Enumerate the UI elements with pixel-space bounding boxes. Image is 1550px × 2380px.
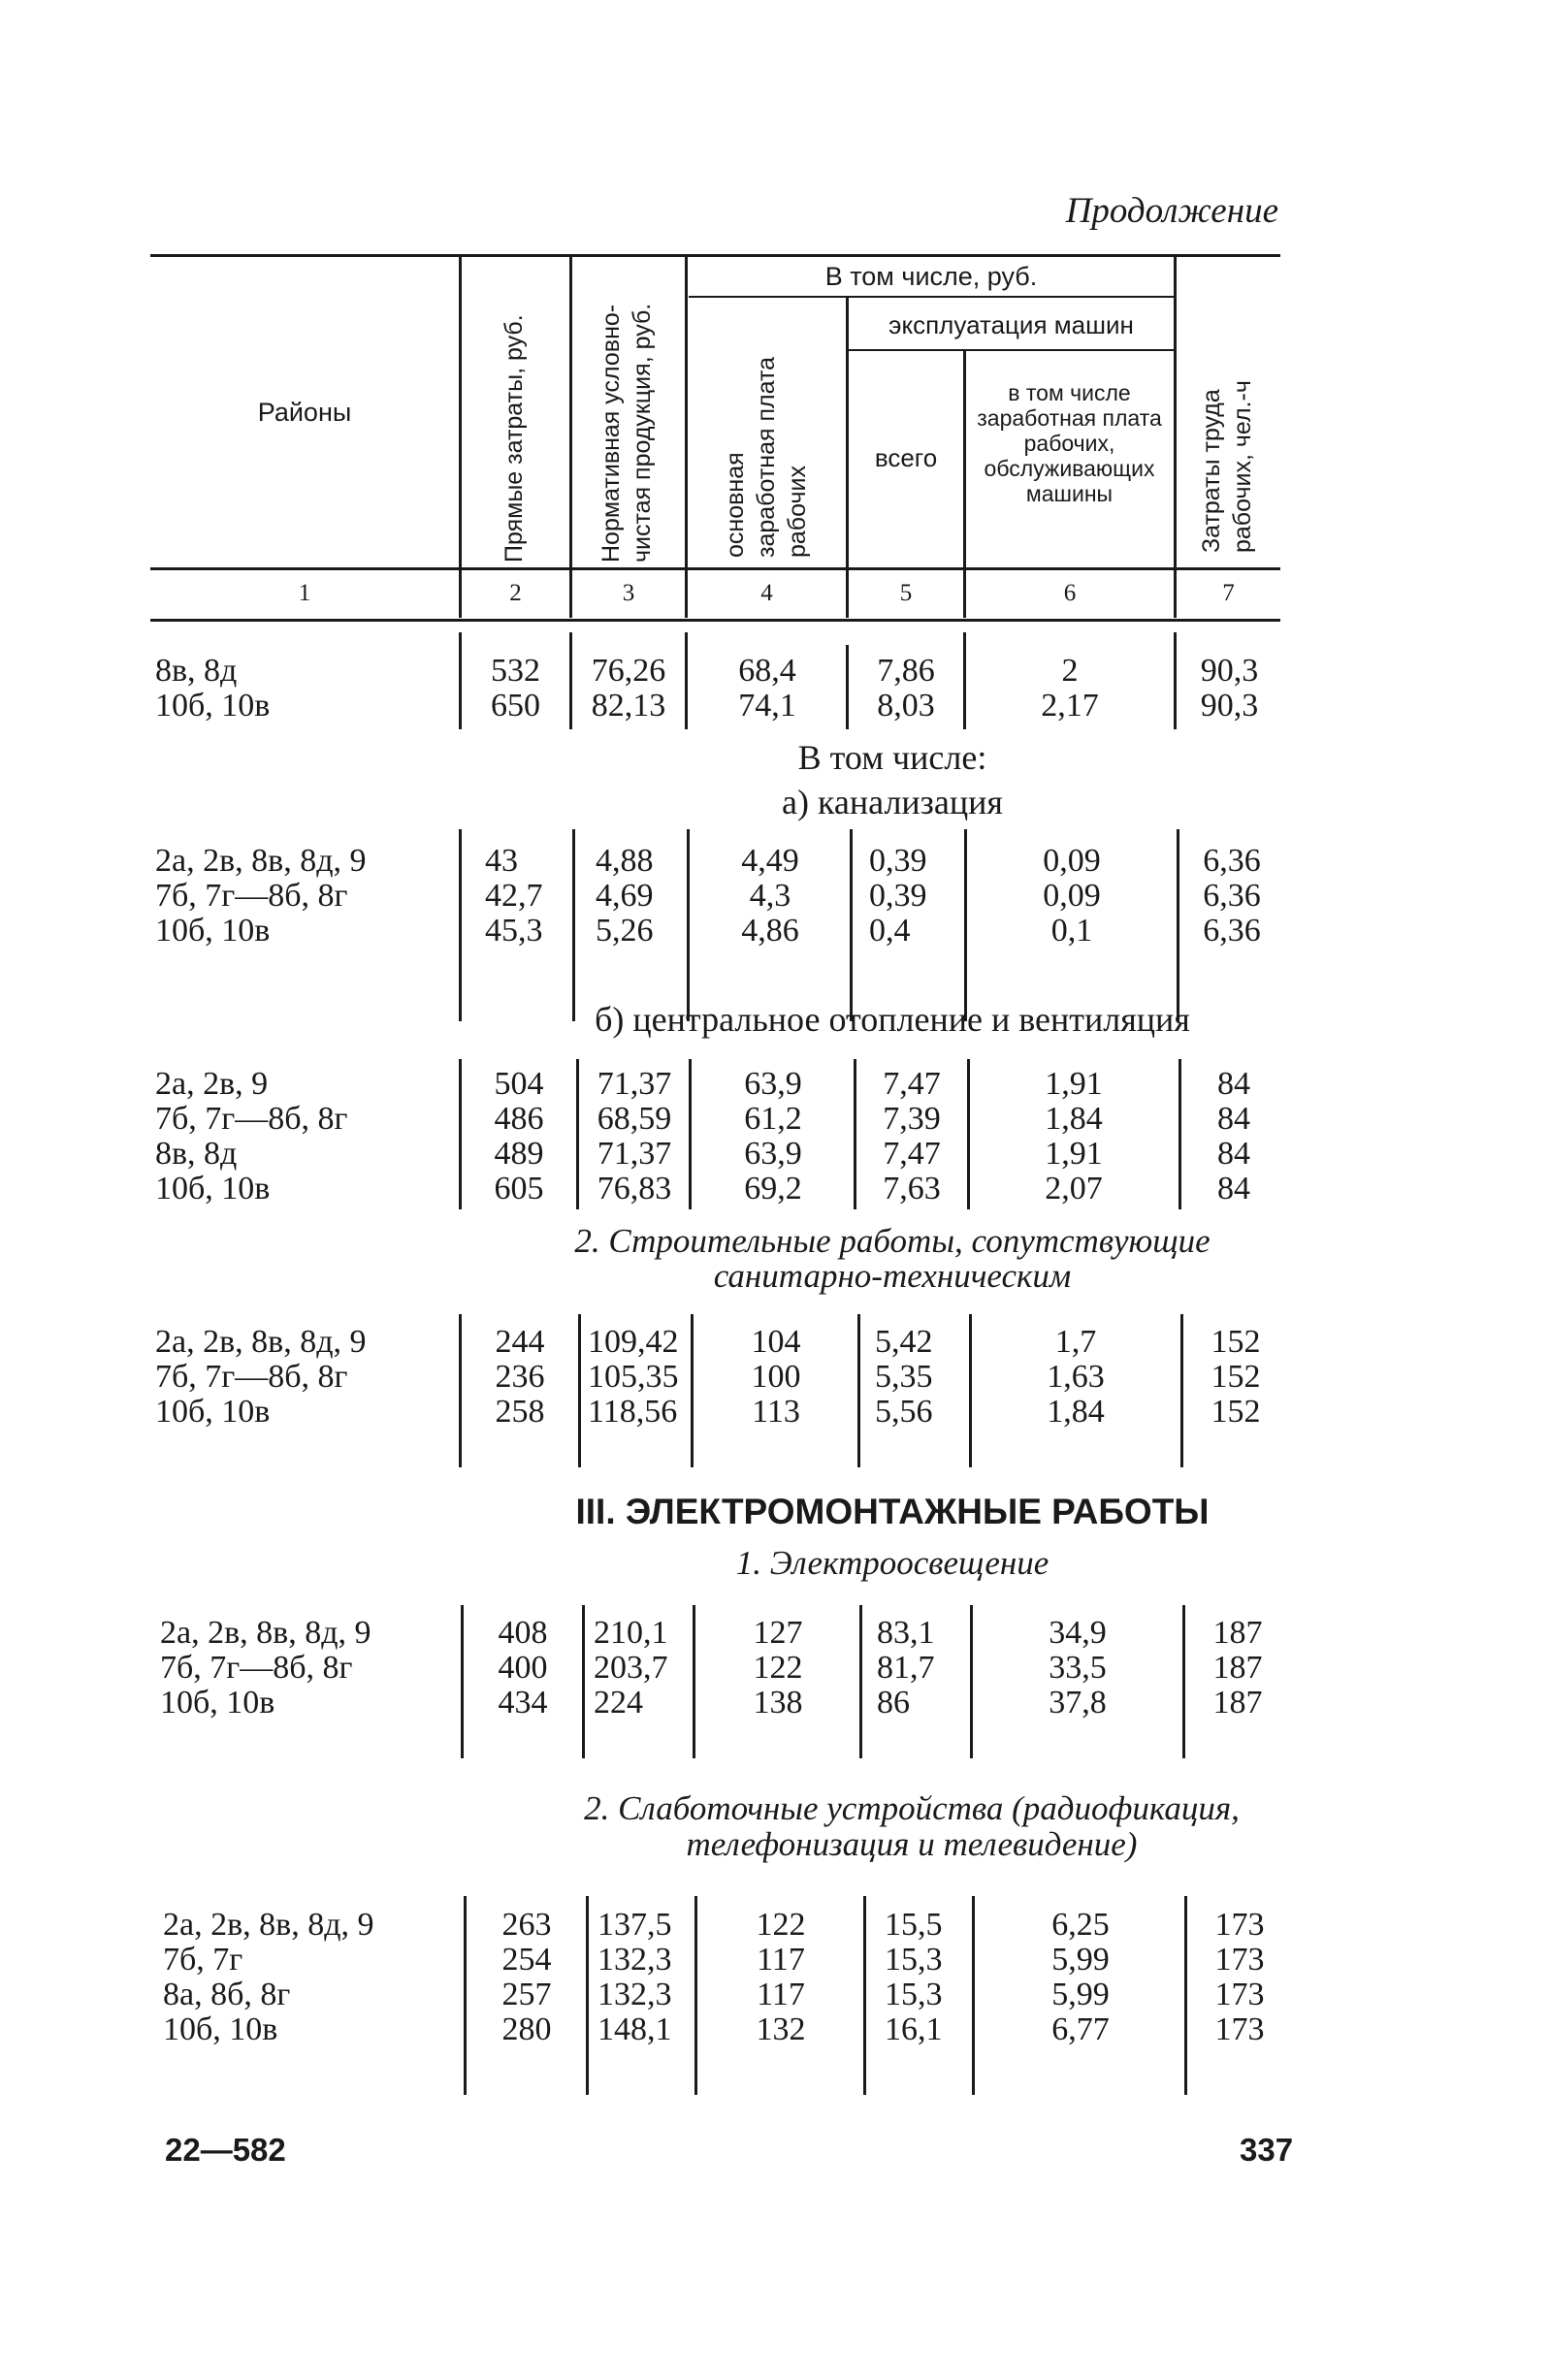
- region-cell: 10б, 10в: [155, 1171, 271, 1206]
- g3-vline-2: [459, 1314, 462, 1467]
- header-col7: [1198, 380, 1256, 553]
- cell-c4: 100: [751, 1359, 801, 1395]
- header-col4-text: основная заработная плата рабочих: [722, 356, 811, 558]
- region-cell: 2а, 2в, 8в, 8д, 9: [155, 843, 367, 879]
- cell-c5: 15,5: [885, 1907, 943, 1943]
- g3-vline-5: [857, 1314, 860, 1467]
- section-title-lowcurrent-2: телефонизация и телевидение): [686, 1825, 1138, 1863]
- cell-c4: 117: [757, 1942, 805, 1978]
- g0-vline-7: [1174, 632, 1177, 729]
- cell-c3: 71,37: [597, 1066, 672, 1102]
- g4-vline-6: [970, 1605, 973, 1758]
- cell-c7: 84: [1217, 1101, 1250, 1137]
- machines-rule: [849, 349, 1175, 351]
- footer-signature: 22—582: [165, 2132, 286, 2168]
- cell-c7: 90,3: [1200, 688, 1259, 724]
- cell-c2: 257: [501, 1977, 552, 2012]
- cell-c4: 122: [753, 1650, 803, 1686]
- cell-c3: 5,26: [596, 913, 654, 949]
- section-title-heating: б) центральное отопление и вентиляция: [595, 1000, 1190, 1039]
- cell-c2: 408: [498, 1615, 548, 1651]
- cell-c7: 187: [1212, 1650, 1263, 1686]
- g2-vline-2: [459, 1059, 462, 1209]
- cell-c6: 34,9: [1049, 1615, 1107, 1651]
- cell-c2: 280: [501, 2011, 552, 2047]
- colnum-7: 7: [1222, 580, 1235, 606]
- cell-c6: 6,77: [1051, 2011, 1110, 2047]
- cell-c4: 127: [753, 1615, 803, 1651]
- cell-c3: 105,35: [588, 1359, 679, 1395]
- cell-c7: 6,36: [1203, 843, 1261, 879]
- colnum-2: 2: [509, 580, 522, 606]
- g2-vline-6: [967, 1059, 970, 1209]
- region-cell: 10б, 10в: [163, 2011, 278, 2047]
- g3-vline-6: [969, 1314, 972, 1467]
- cell-c3: 137,5: [597, 1907, 672, 1943]
- g5-vline-7: [1184, 1896, 1187, 2095]
- g1-vline-7: [1177, 829, 1179, 1021]
- section-title-sub: В том числе:: [797, 738, 987, 777]
- region-cell: 8а, 8б, 8г: [163, 1977, 291, 2012]
- g5-vline-3: [586, 1896, 589, 2095]
- g5-vline-4: [694, 1896, 697, 2095]
- cell-c6: 0,09: [1043, 878, 1101, 914]
- cell-c7: 152: [1211, 1324, 1261, 1360]
- g4-vline-4: [693, 1605, 695, 1758]
- g3-vline-3: [578, 1314, 581, 1467]
- cell-c4: 138: [753, 1685, 803, 1721]
- header-vline-1: [459, 257, 462, 618]
- cell-c4: 104: [751, 1324, 801, 1360]
- cell-c4: 61,2: [744, 1101, 802, 1137]
- g4-vline-3: [582, 1605, 585, 1758]
- cell-c2: 504: [494, 1066, 544, 1102]
- cell-c7: 90,3: [1200, 653, 1259, 689]
- g1-vline-4: [687, 829, 690, 1021]
- region-cell: 7б, 7г: [163, 1942, 243, 1978]
- region-cell: 2а, 2в, 8в, 8д, 9: [163, 1907, 374, 1943]
- cell-c4: 4,3: [749, 878, 791, 914]
- section-title-lowcurrent: 2. Слаботочные устройства (радиофикация,: [584, 1789, 1240, 1827]
- region-cell: 7б, 7г—8б, 8г: [155, 1359, 348, 1395]
- cell-c7: 152: [1211, 1359, 1261, 1395]
- cell-c6: 33,5: [1049, 1650, 1107, 1686]
- cell-c2: 42,7: [485, 878, 543, 914]
- g0-vline-2: [459, 632, 462, 729]
- region-cell: 8в, 8д: [155, 1136, 238, 1172]
- cell-c6: 2,17: [1041, 688, 1099, 724]
- cell-c2: 263: [501, 1907, 552, 1943]
- cell-c6: 0,09: [1043, 843, 1101, 879]
- section-title-lighting: 1. Электроосвещение: [735, 1544, 1049, 1582]
- cell-c6: 1,84: [1045, 1101, 1103, 1137]
- group-rule: [689, 296, 1176, 298]
- cell-c4: 132: [756, 2011, 806, 2047]
- header-machines: эксплуатация машин: [888, 310, 1134, 339]
- cell-c4: 74,1: [738, 688, 796, 724]
- cell-c2: 650: [491, 688, 540, 724]
- continuation-label: Продолжение: [1065, 191, 1278, 231]
- cell-c2: 43: [485, 843, 518, 879]
- cell-c5: 7,86: [877, 653, 935, 689]
- cell-c7: 6,36: [1203, 913, 1261, 949]
- cell-c5: 15,3: [885, 1977, 943, 2012]
- cell-c5: 8,03: [877, 688, 935, 724]
- cell-c7: 6,36: [1203, 878, 1261, 914]
- cell-c6: 0,1: [1050, 913, 1093, 949]
- cell-c2: 244: [495, 1324, 545, 1360]
- g4-vline-2: [461, 1605, 464, 1758]
- cell-c7: 84: [1217, 1136, 1250, 1172]
- g0-vline-5: [846, 645, 849, 729]
- cell-c2: 489: [494, 1136, 544, 1172]
- header-col3: [597, 303, 656, 563]
- cell-c6: 37,8: [1049, 1685, 1107, 1721]
- cell-c6: 2: [1061, 653, 1079, 689]
- cell-c4: 122: [756, 1907, 806, 1943]
- cell-c6: 1,84: [1047, 1394, 1105, 1430]
- cell-c3: 4,88: [596, 843, 654, 879]
- header-col2: [501, 314, 528, 563]
- cell-c6: 2,07: [1045, 1171, 1103, 1206]
- region-cell: 10б, 10в: [155, 1394, 271, 1430]
- cell-c2: 532: [491, 653, 540, 689]
- colnum-6: 6: [1063, 580, 1077, 606]
- cell-c5: 15,3: [885, 1942, 943, 1978]
- cell-c2: 605: [494, 1171, 544, 1206]
- header-group: В том числе, руб.: [824, 262, 1038, 291]
- header-vline-6: [1174, 257, 1177, 618]
- cell-c2: 258: [495, 1394, 545, 1430]
- region-cell: 10б, 10в: [160, 1685, 275, 1721]
- cell-c5: 7,39: [883, 1101, 941, 1137]
- g4-vline-7: [1182, 1605, 1185, 1758]
- region-cell: 10б, 10в: [155, 913, 271, 949]
- cell-c2: 434: [498, 1685, 548, 1721]
- cell-c3: 109,42: [588, 1324, 679, 1360]
- g5-vline-5: [863, 1896, 866, 2095]
- cell-c4: 69,2: [744, 1171, 802, 1206]
- cell-c5: 7,47: [883, 1066, 941, 1102]
- cell-c7: 173: [1214, 2011, 1265, 2047]
- cell-c7: 152: [1211, 1394, 1261, 1430]
- colnum-3: 3: [622, 580, 635, 606]
- cell-c3: 68,59: [597, 1101, 672, 1137]
- header-col7-text: Затраты труда рабочих, чел.-ч: [1198, 380, 1256, 553]
- region-cell: 2а, 2в, 8в, 8д, 9: [160, 1615, 371, 1651]
- header-col3-text: Нормативная условно-чистая продукция, руб.: [597, 303, 656, 563]
- colnum-bottom-rule: [150, 619, 1280, 622]
- g1-vline-2: [459, 829, 462, 1021]
- cell-c7: 84: [1217, 1171, 1250, 1206]
- cell-c3: 76,26: [591, 653, 666, 689]
- header-col6: в том числе заработная плата рабочих, обслуживающих машины: [977, 380, 1162, 506]
- region-cell: 7б, 7г—8б, 8г: [155, 1101, 348, 1137]
- cell-c5: 83,1: [877, 1615, 935, 1651]
- g5-vline-6: [972, 1896, 975, 2095]
- cell-c3: 132,3: [597, 1942, 672, 1978]
- cell-c6: 1,7: [1054, 1324, 1097, 1360]
- cell-c5: 5,42: [875, 1324, 933, 1360]
- header-vline-2: [569, 257, 572, 618]
- cell-c7: 173: [1214, 1942, 1265, 1978]
- cell-c7: 187: [1212, 1685, 1263, 1721]
- g0-vline-6: [963, 632, 966, 729]
- cell-c4: 63,9: [744, 1066, 802, 1102]
- header-vline-3: [685, 257, 688, 618]
- cell-c3: 118,56: [588, 1394, 678, 1430]
- cell-c7: 173: [1214, 1907, 1265, 1943]
- cell-c4: 4,49: [741, 843, 799, 879]
- cell-c3: 71,37: [597, 1136, 672, 1172]
- cell-c4: 4,86: [741, 913, 799, 949]
- cell-c7: 84: [1217, 1066, 1250, 1102]
- colnum-1: 1: [298, 580, 311, 606]
- cell-c4: 63,9: [744, 1136, 802, 1172]
- cell-c5: 5,35: [875, 1359, 933, 1395]
- colnum-4: 4: [760, 580, 773, 606]
- cell-c5: 86: [877, 1685, 910, 1721]
- cell-c2: 254: [501, 1942, 552, 1978]
- cell-c6: 1,91: [1045, 1136, 1103, 1172]
- header-regions: Районы: [257, 398, 352, 427]
- g4-vline-5: [859, 1605, 862, 1758]
- region-cell: 10б, 10в: [155, 688, 271, 724]
- g1-vline-3: [572, 829, 575, 1021]
- cell-c6: 6,25: [1051, 1907, 1110, 1943]
- g1-vline-6: [964, 829, 967, 1021]
- cell-c6: 1,91: [1045, 1066, 1103, 1102]
- header-bottom-rule: [150, 567, 1280, 570]
- cell-c3: 82,13: [591, 688, 666, 724]
- region-cell: 7б, 7г—8б, 8г: [155, 878, 348, 914]
- g2-vline-3: [576, 1059, 579, 1209]
- header-col4: [722, 356, 811, 558]
- cell-c2: 236: [495, 1359, 545, 1395]
- cell-c5: 7,63: [883, 1171, 941, 1206]
- cell-c5: 7,47: [883, 1136, 941, 1172]
- cell-c3: 203,7: [594, 1650, 668, 1686]
- cell-c5: 16,1: [885, 2011, 943, 2047]
- cell-c5: 0,4: [869, 913, 911, 949]
- section-title-electrical: III. ЭЛЕКТРОМОНТАЖНЫЕ РАБОТЫ: [575, 1492, 1210, 1531]
- g0-vline-3: [569, 632, 572, 729]
- cell-c3: 224: [594, 1685, 643, 1721]
- cell-c3: 148,1: [597, 2011, 672, 2047]
- section-title-construction-2: санитарно-техническим: [713, 1257, 1072, 1295]
- cell-c2: 400: [498, 1650, 548, 1686]
- g2-vline-7: [1179, 1059, 1181, 1209]
- cell-c3: 76,83: [597, 1171, 672, 1206]
- colnum-5: 5: [899, 580, 913, 606]
- cell-c5: 81,7: [877, 1650, 935, 1686]
- section-title-construction: 2. Строительные работы, сопутствующие: [574, 1222, 1211, 1260]
- header-col2-text: Прямые затраты, руб.: [501, 314, 528, 563]
- cell-c6: 5,99: [1051, 1942, 1110, 1978]
- cell-c6: 5,99: [1051, 1977, 1110, 2012]
- cell-c4: 68,4: [738, 653, 796, 689]
- region-cell: 7б, 7г—8б, 8г: [160, 1650, 353, 1686]
- header-col5: всего: [874, 443, 938, 472]
- cell-c4: 117: [757, 1977, 805, 2012]
- cell-c5: 0,39: [869, 843, 927, 879]
- cell-c3: 210,1: [594, 1615, 668, 1651]
- cell-c7: 187: [1212, 1615, 1263, 1651]
- cell-c6: 1,63: [1047, 1359, 1105, 1395]
- cell-c3: 4,69: [596, 878, 654, 914]
- g3-vline-7: [1180, 1314, 1183, 1467]
- cell-c5: 0,39: [869, 878, 927, 914]
- g0-vline-4: [685, 632, 688, 729]
- header-top-rule: [150, 254, 1280, 257]
- g5-vline-2: [464, 1896, 467, 2095]
- region-cell: 2а, 2в, 8в, 8д, 9: [155, 1324, 367, 1360]
- region-cell: 8в, 8д: [155, 653, 238, 689]
- cell-c2: 45,3: [485, 913, 543, 949]
- page-number: 337: [1240, 2132, 1294, 2168]
- cell-c5: 5,56: [875, 1394, 933, 1430]
- cell-c4: 113: [752, 1394, 800, 1430]
- cell-c2: 486: [494, 1101, 544, 1137]
- cell-c3: 132,3: [597, 1977, 672, 2012]
- region-cell: 2а, 2в, 9: [155, 1066, 269, 1102]
- cell-c7: 173: [1214, 1977, 1265, 2012]
- section-title-sewerage: а) канализация: [782, 783, 1003, 821]
- g1-vline-5: [850, 829, 853, 1021]
- g2-vline-4: [689, 1059, 692, 1209]
- g2-vline-5: [854, 1059, 856, 1209]
- header-vline-5: [963, 351, 966, 618]
